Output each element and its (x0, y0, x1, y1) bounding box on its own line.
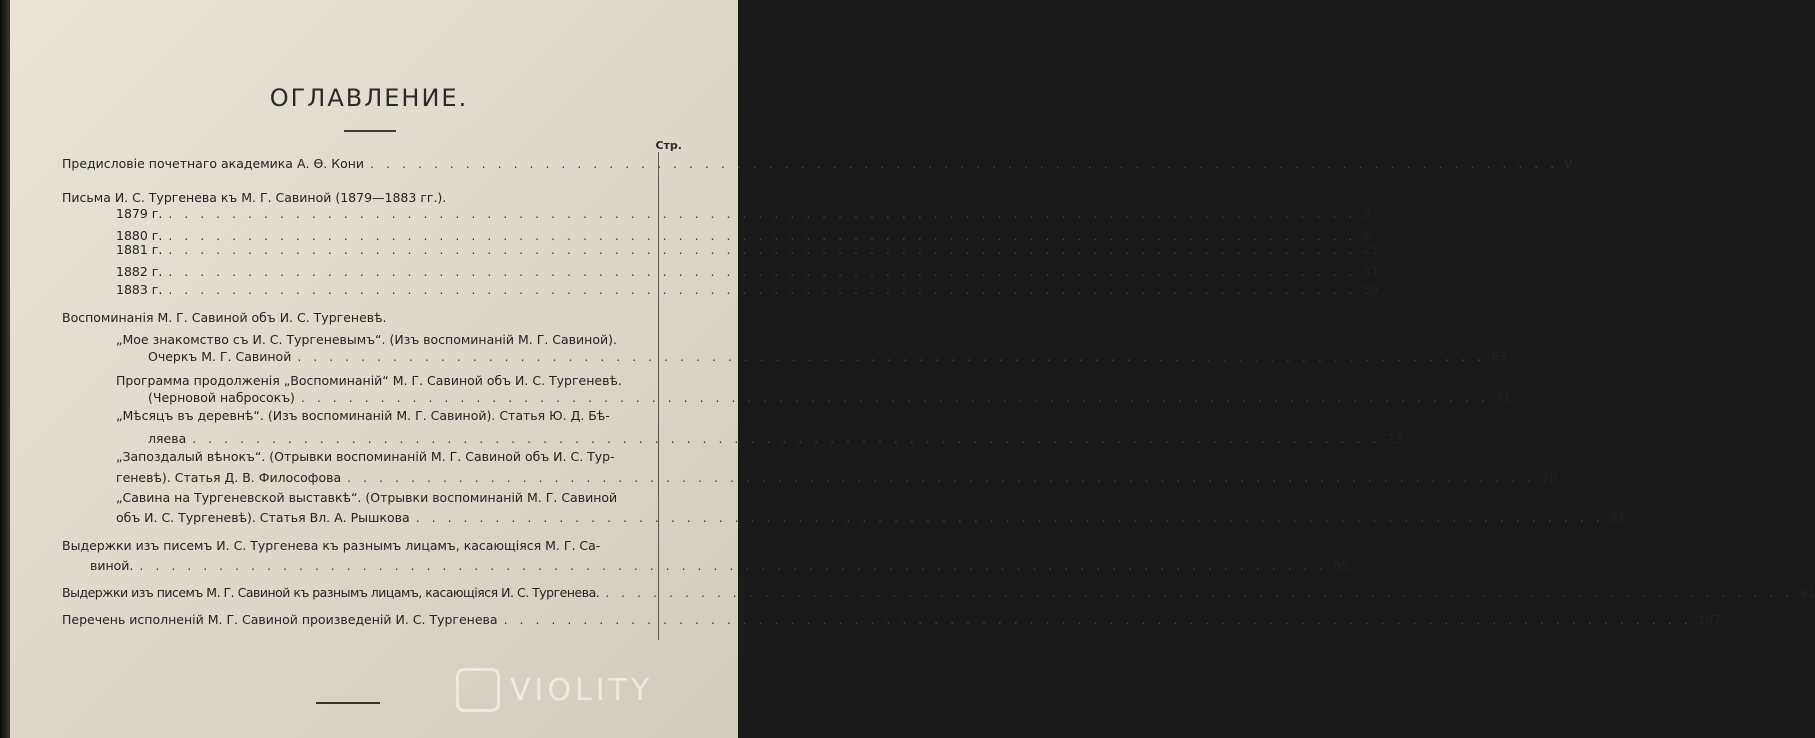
toc-entry-text: 1883 г. (116, 282, 163, 297)
dot-leader: . . . . . . . . . . . . . . . . . . . . . . . . . . . . . . . . . . . . . . . . . . . . . . . . . . . . . . . . . . . . . . . . . . . . . . . . . . . (347, 470, 1536, 485)
dot-leader: . . . . . . . . . . . . . . . . . . . . . . . . . . . . . . . . . . . . . . . . . . . . . . . . . . . . . . . . . . . . . . . . . . . . . . . . . . . (168, 228, 1357, 243)
dot-leader: . . . . . . . . . . . . . . . . . . . . . . . . . . . . . . . . . . . . . . . . . . . . . . . . . . . . . . . . . . . . . . . . . . . . . . . . . . . (168, 206, 1357, 221)
toc-page-number: 37 (1362, 264, 1379, 279)
toc-entry-text: Перечень исполненій М. Г. Савиной произведеній И. С. Тургенева (62, 612, 498, 627)
toc-entry-text: геневѣ). Статья Д. В. Философова (116, 470, 342, 485)
toc-entry-exhibition (116, 510, 1626, 525)
toc-page-number: 3 (1362, 206, 1371, 221)
toc-entry-line: „Мѣсяцъ въ деревнѣ“. (Изъ воспоминаній М. Г. Савиной). Статья Ю. Д. Бѣ- (116, 408, 610, 423)
toc-entry-text: 1879 г. (116, 206, 163, 221)
dot-leader: . . . . . . . . . . . . . . . . . . . . . . . . . . . . . . . . . . . . . . . . . . . . . . . . . . . . . . . . . . . . . . . . . . . . . . . . . . . (605, 585, 1794, 600)
watermark (456, 668, 653, 712)
dot-leader: . . . . . . . . . . . . . . . . . . . . . . . . . . . . . . . . . . . . . . . . . . . . . . . . . . . . . . . . . . . . . . . . . . . . . . . . . . . (139, 558, 1328, 573)
toc-entry-savina-letters-excerpts (62, 585, 1815, 600)
toc-page-number: 4 (1362, 228, 1371, 243)
toc-entry-year-1882 (116, 264, 1379, 279)
dot-leader: . . . . . . . . . . . . . . . . . . . . . . . . . . . . . . . . . . . . . . . . . . . . . . . . . . . . . . . . . . . . . . . . . . . . . . . . . . . (168, 242, 1357, 257)
toc-page-number: 91 (1799, 585, 1815, 600)
dot-leader: . . . . . . . . . . . . . . . . . . . . . . . . . . . . . . . . . . . . . . . . . . . . . . . . . . . . . . . . . . . . . . . . . . . . . . . . . . . (168, 282, 1357, 297)
toc-entry-text: Очеркъ М. Г. Савиной (148, 349, 292, 364)
dot-leader: . . . . . . . . . . . . . . . . . . . . . . . . . . . . . . . . . . . . . . . . . . . . . . . . . . . . . . . . . . . . . . . . . . . . . . . . . . . (370, 156, 1559, 171)
toc-page-number: 81 (1609, 510, 1626, 525)
toc-entry-line: „Запоздалый вѣнокъ“. (Отрывки воспоминаній М. Г. Савиной объ И. С. Тур- (116, 449, 615, 464)
watermark-text: VIOLITY (510, 672, 654, 708)
violity-logo-icon (456, 668, 500, 712)
toc-page-number: 71 (1494, 390, 1511, 405)
toc-entry-text: ляева (148, 431, 187, 446)
bottom-ornament-rule (316, 702, 380, 704)
toc-entry-year-1879 (116, 206, 1371, 221)
toc-entry-year-1880 (116, 228, 1371, 243)
toc-entry-program (148, 390, 1511, 405)
toc-entry-line: „Мое знакомство съ И. С. Тургеневымъ“. (Изъ воспоминаній М. Г. Савиной). (116, 332, 617, 347)
toc-page-number: 63 (1491, 349, 1508, 364)
toc-page-number: 21 (1362, 242, 1379, 257)
toc-page-number: V (1564, 158, 1573, 171)
toc-entry-line: „Савина на Тургеневской выставкѣ“. (Отрывки воспоминаній М. Г. Савиной (116, 490, 618, 505)
dot-leader: . . . . . . . . . . . . . . . . . . . . . . . . . . . . . . . . . . . . . . . . . . . . . . . . . . . . . . . . . . . . . . . . . . . . . . . . . . . (168, 264, 1357, 279)
toc-entry-text: Выдержки изъ писемъ М. Г. Савиной къ разнымъ лицамъ, касающіяся И. С. Тургенева. (62, 585, 600, 600)
toc-entry-text: виной. (90, 558, 134, 573)
toc-entry-text: 1882 г. (116, 264, 163, 279)
toc-entry-line: Программа продолженія „Воспоминаній“ М. Г. Савиной объ И. С. Тургеневѣ. (116, 373, 622, 388)
toc-entry-text: Предисловіе почетнаго академика А. Ѳ. Кони (62, 156, 365, 171)
toc-entry-turgenev-letters-excerpts (90, 558, 1350, 573)
toc-page-number: 85 (1333, 558, 1350, 573)
toc-entry-preface (62, 156, 1573, 171)
toc-entry-text: объ И. С. Тургеневѣ). Статья Вл. А. Рышкова (116, 510, 410, 525)
toc-entry-line: Выдержки изъ писемъ И. С. Тургенева къ разнымъ лицамъ, касающіяся М. Г. Са- (62, 538, 601, 553)
dot-leader: . . . . . . . . . . . . . . . . . . . . . . . . . . . . . . . . . . . . . . . . . . . . . . . . . . . . . . . . . . . . . . . . . . . . . . . . . . . (297, 349, 1486, 364)
page-column-header: Стр. (655, 139, 682, 152)
toc-entry-year-1881 (116, 242, 1379, 257)
toc-entry-text: (Черновой набросокъ) (148, 390, 295, 405)
toc-section-heading-memoirs: Воспоминанія М. Г. Савиной объ И. С. Тургеневѣ. (62, 310, 387, 325)
toc-page-number: 59 (1362, 282, 1379, 297)
toc-entry-year-1883 (116, 282, 1379, 297)
page-title: ОГЛАВЛЕНИЕ. (269, 84, 469, 112)
toc-entry-month-in-village (148, 431, 1403, 446)
dot-leader: . . . . . . . . . . . . . . . . . . . . . . . . . . . . . . . . . . . . . . . . . . . . . . . . . . . . . . . . . . . . . . . . . . . . . . . . . . . (300, 390, 1489, 405)
dot-leader: . . . . . . . . . . . . . . . . . . . . . . . . . . . . . . . . . . . . . . . . . . . . . . . . . . . . . . . . . . . . . . . . . . . . . . . . . . . (415, 510, 1604, 525)
toc-entry-text: 1880 г. (116, 228, 163, 243)
toc-entry-performances-list (62, 612, 1722, 627)
toc-page-number: 107 (1697, 612, 1722, 627)
toc-entry-text: 1881 г. (116, 242, 163, 257)
toc-page-number: 78 (1541, 470, 1558, 485)
toc-entry-late-wreath (116, 470, 1558, 485)
toc-page-number: 73 (1386, 431, 1403, 446)
toc-section-heading-letters: Письма И. С. Тургенева къ М. Г. Савиной (1879—1883 гг.). (62, 190, 447, 205)
toc-entry-acquaintance (148, 349, 1508, 364)
dot-leader: . . . . . . . . . . . . . . . . . . . . . . . . . . . . . . . . . . . . . . . . . . . . . . . . . . . . . . . . . . . . . . . . . . . . . . . . . . . (503, 612, 1692, 627)
dot-leader: . . . . . . . . . . . . . . . . . . . . . . . . . . . . . . . . . . . . . . . . . . . . . . . . . . . . . . . . . . . . . . . . . . . . . . . . . . . (192, 431, 1381, 446)
